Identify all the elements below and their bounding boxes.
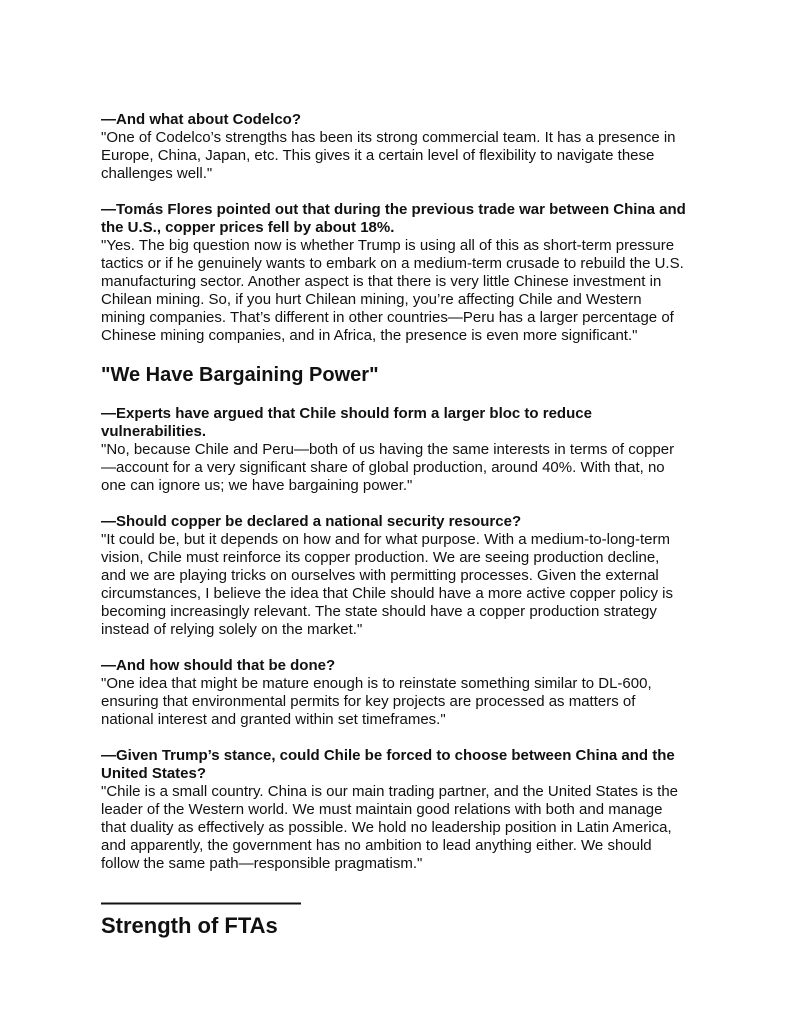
answer-line: becoming increasingly relevant. The state should have a copper production strategy — [101, 603, 657, 620]
answer — [101, 783, 721, 873]
question — [101, 657, 721, 675]
document-body — [101, 111, 721, 939]
answer-line: that duality as effectively as possible. We hold no leadership position in Latin America, — [101, 819, 672, 836]
answer-line: mining companies. That’s different in other countries—Peru has a larger percentage of — [101, 309, 674, 326]
answer-line: manufacturing sector. Another aspect is that there is very little Chinese investment in — [101, 273, 662, 290]
interview-qa — [101, 747, 721, 873]
answer — [101, 441, 721, 495]
answer — [101, 675, 721, 729]
answer-line: and apparently, the government has no ambition to lead anything either. We should — [101, 837, 652, 854]
answer-line: "Chile is a small country. China is our main trading partner, and the United States is the — [101, 783, 679, 800]
interview-qa — [101, 657, 721, 729]
answer-line: and we are playing tricks on ourselves with permitting processes. Given the external — [101, 567, 659, 584]
question-line: United States? — [101, 765, 207, 782]
question-line: —Given Trump’s stance, could Chile be forced to choose between China and the — [101, 747, 675, 764]
answer-line: challenges well." — [101, 165, 213, 182]
answer-line: "One of Codelco’s strengths has been its strong commercial team. It has a presence in — [101, 129, 676, 146]
question-line: the U.S., copper prices fell by about 18%. — [101, 219, 395, 236]
answer-line: vision, Chile must reinforce its copper production. We are seeing production decline, — [101, 549, 660, 566]
question — [101, 201, 721, 237]
interview-qa — [101, 111, 721, 183]
question-line: —Tomás Flores pointed out that during the previous trade war between China and — [101, 201, 686, 218]
interview-qa — [101, 513, 721, 639]
question-line: vulnerabilities. — [101, 423, 207, 440]
answer-line: Europe, China, Japan, etc. This gives it a certain level of flexibility to navigate these — [101, 147, 655, 164]
answer-line: ensuring that environmental permits for key projects are processed as matters of — [101, 693, 636, 710]
answer-line: tactics or if he genuinely wants to embark on a medium-term crusade to rebuild the U.S. — [101, 255, 684, 272]
question-line: —Experts have argued that Chile should form a larger bloc to reduce — [101, 405, 592, 422]
answer-line: instead of relying solely on the market." — [101, 621, 363, 638]
section-title: Strength of FTAs — [101, 913, 278, 938]
answer — [101, 531, 721, 639]
question — [101, 513, 721, 531]
interview-qa — [101, 201, 721, 345]
answer-line: Chilean mining. So, if you hurt Chilean mining, you’re affecting Chile and Western — [101, 291, 642, 308]
separator: —————————— — [101, 892, 301, 914]
answer-line: —account for a very significant share of global production, around 40%. With that, no — [101, 459, 665, 476]
answer — [101, 237, 721, 345]
question — [101, 111, 721, 129]
question-line: —And how should that be done? — [101, 657, 336, 674]
answer-line: circumstances, I believe the idea that Chile should have a more active copper policy is — [101, 585, 673, 602]
answer-line: "One idea that might be mature enough is to reinstate something similar to DL-600, — [101, 675, 652, 692]
question — [101, 747, 721, 783]
interview-qa — [101, 405, 721, 495]
question-line: —And what about Codelco? — [101, 111, 301, 128]
answer-line: leader of the Western world. We must maintain good relations with both and manage — [101, 801, 663, 818]
answer-line: national interest and granted within set timeframes." — [101, 711, 446, 728]
answer-line: Chinese mining companies, and in Africa, the presence is even more significant." — [101, 327, 638, 344]
question — [101, 405, 721, 441]
answer-line: one can ignore us; we have bargaining power." — [101, 477, 413, 494]
question-line: —Should copper be declared a national security resource? — [101, 513, 522, 530]
answer-line: "Yes. The big question now is whether Trump is using all of this as short-term pressure — [101, 237, 675, 254]
answer-line: "No, because Chile and Peru—both of us having the same interests in terms of copper — [101, 441, 675, 458]
answer — [101, 129, 721, 183]
section-heading: "We Have Bargaining Power" — [101, 364, 379, 386]
answer-line: follow the same path—responsible pragmatism." — [101, 855, 423, 872]
answer-line: "It could be, but it depends on how and for what purpose. With a medium-to-long-term — [101, 531, 670, 548]
